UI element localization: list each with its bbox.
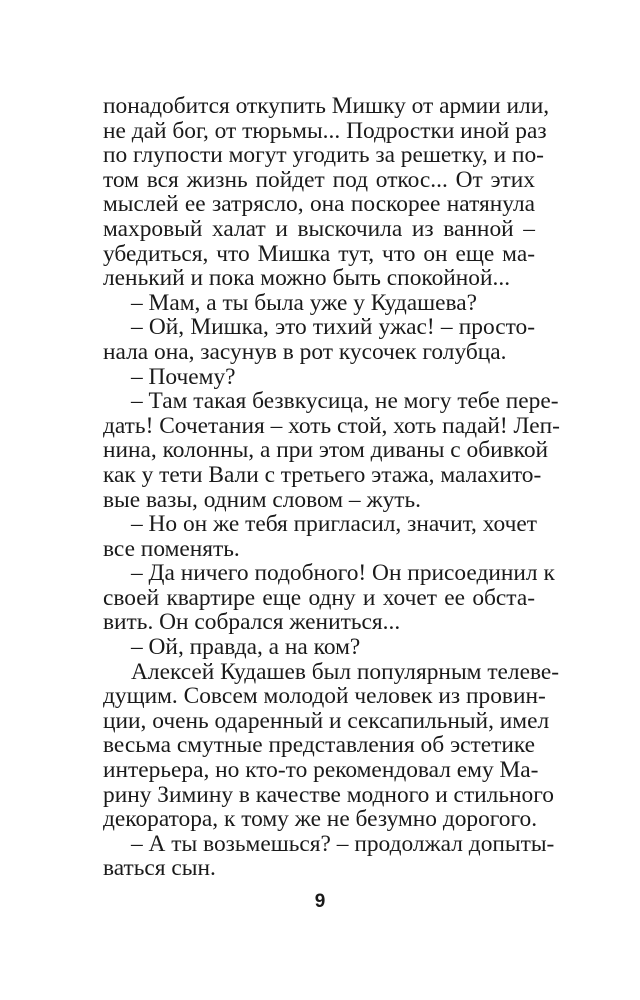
text-line: махровый халат и выскочила из ванной – <box>103 215 535 242</box>
text-line: нина, колонны, а при этом диваны с обивкой <box>103 437 549 464</box>
text-line: вить. Он собрался жениться... <box>103 609 401 636</box>
text-line: дущим. Совсем молодой человек из провин- <box>103 683 546 710</box>
text-line: по глупости могут угодить за решетку, и по- <box>103 142 544 169</box>
text-line: том вся жизнь пойдет под откос... От этих <box>103 166 535 193</box>
text-line: – Ой, правда, а на ком? <box>131 634 361 661</box>
text-line: все поменять. <box>103 535 240 562</box>
text-line: дать! Сочетания – хоть стой, хоть падай! Леп- <box>103 412 560 439</box>
text-line: – Там такая безвкусица, не могу тебе пере- <box>131 388 559 415</box>
text-line: мыслей ее затрясло, она поскорее натянула <box>103 191 535 218</box>
text-line: убедиться, что Мишка тут, что он еще ма- <box>103 240 535 267</box>
text-line: – Да ничего подобного! Он присоединил к <box>131 560 555 587</box>
text-line: ваться сын. <box>103 855 216 882</box>
text-line: рину Зимину в качестве модного и стильного <box>103 781 554 808</box>
text-line: – Почему? <box>131 363 236 390</box>
text-line: интерьера, но кто-то рекомендовал ему Ма- <box>103 757 539 784</box>
text-line: Алексей Кудашев был популярным телеве- <box>131 658 560 685</box>
text-line: декоратора, к тому же не безумно дорогого. <box>103 806 538 833</box>
text-line: – Ой, Мишка, это тихий ужас! – просто- <box>131 314 535 341</box>
text-line: – Мам, а ты была уже у Кудашева? <box>131 289 478 316</box>
page-number: 9 <box>314 891 326 912</box>
text-line: вые вазы, одним словом – жуть. <box>103 486 422 513</box>
text-line: своей квартире еще одну и хочет ее обста- <box>103 584 535 611</box>
text-line: ции, очень одаренный и сексапильный, имел <box>103 707 550 734</box>
text-line: нала она, засунув в рот кусочек голубца. <box>103 338 507 365</box>
text-line: – Но он же тебя пригласил, значит, хочет <box>131 511 538 538</box>
text-line: как у тети Вали с третьего этажа, малахито- <box>103 461 542 488</box>
text-line: не дай бог, от тюрьмы... Подростки иной раз <box>103 117 547 144</box>
body-text <box>103 93 560 882</box>
text-line: весьма смутные представления об эстетике <box>103 732 535 759</box>
text-line: понадобится откупить Мишку от армии или, <box>103 93 550 119</box>
text-line: ленький и пока можно быть спокойной... <box>103 265 511 292</box>
text-line: – А ты возьмешься? – продолжал допыты- <box>131 830 555 857</box>
